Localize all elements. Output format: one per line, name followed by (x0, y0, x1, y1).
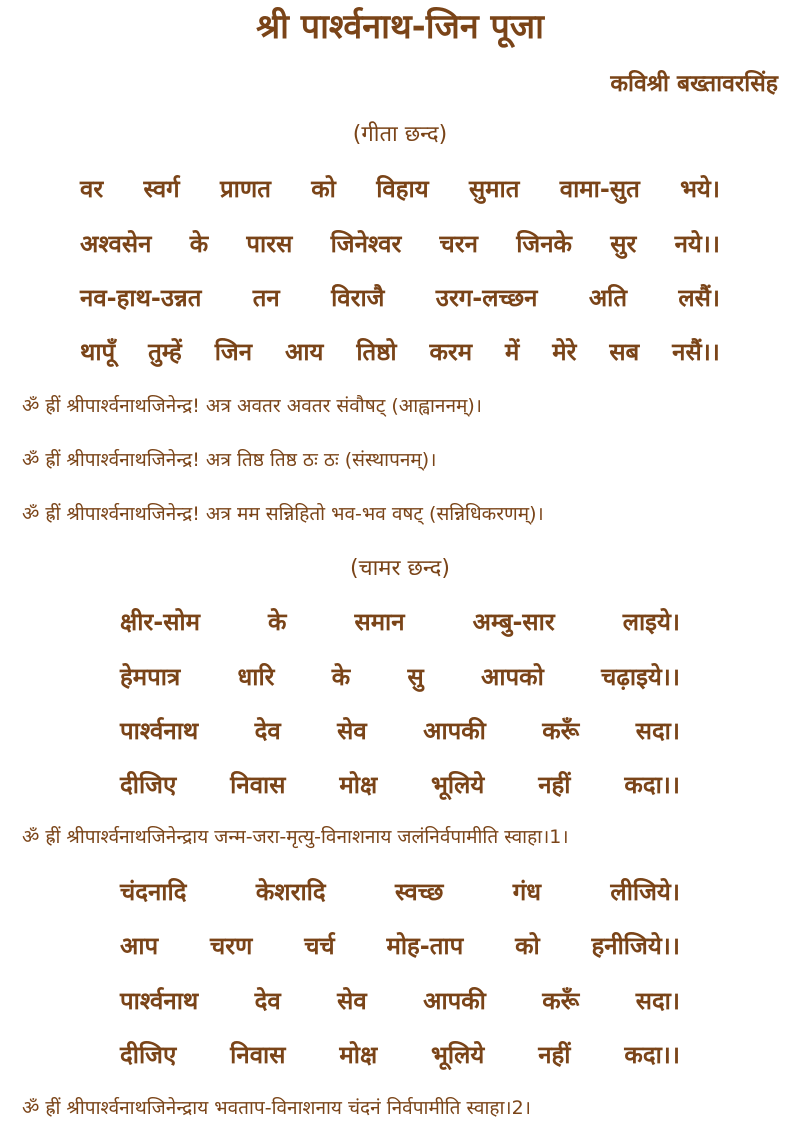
verse-word: विहाय (376, 175, 429, 203)
verse-word: चढ़ाइये।। (601, 663, 680, 691)
verse-word: जिनेश्वर (330, 230, 402, 258)
verse-word: भये। (680, 175, 720, 203)
verse-word: आप (120, 932, 159, 960)
verse-word: भूलिये (431, 771, 485, 799)
verse-word: जिन (214, 338, 253, 366)
verse-word: आपको (481, 663, 544, 691)
chandan-line-4 (120, 1038, 680, 1071)
verse-word: आपकी (423, 987, 486, 1015)
verse-word: चरण (209, 932, 253, 960)
verse-word: पार्श्वनाथ (120, 717, 199, 745)
verse-word: कदा।। (624, 771, 680, 799)
verse-word: नव-हाथ-उन्नत (80, 284, 202, 312)
chandan-line-2 (120, 929, 680, 962)
verse-word: आय (284, 338, 324, 366)
verse-word: भूलिये (431, 1041, 485, 1069)
verse-word: लाइये। (622, 608, 680, 636)
verse-word: मोह-ताप (386, 932, 464, 960)
chandan-line-3 (120, 984, 680, 1017)
sthapana-line-4 (80, 335, 720, 368)
verse-word: उरग-लच्छन (435, 284, 538, 312)
mantra-jal: ॐ ह्रीं श्रीपार्श्वनाथजिनेन्द्राय जन्म-जरा-मृत्यु-विनाशनाय जलंनिर्वपामीति स्वाहा।1। (22, 826, 569, 848)
verse-word: कदा।। (624, 1041, 680, 1069)
verse-word: जिनके (516, 230, 572, 258)
verse-word: को (311, 175, 336, 203)
verse-word: करूँ (542, 987, 580, 1015)
sthapana-line-2 (80, 227, 720, 260)
verse-word: अम्बु-सार (472, 608, 555, 636)
verse-word: अति (588, 284, 628, 312)
verse-word: के (189, 230, 209, 258)
verse-word: वामा-सुत (559, 175, 640, 203)
jal-line-4 (120, 768, 680, 801)
chandan-line-1 (120, 875, 680, 908)
verse-word: धारि (237, 663, 275, 691)
verse-word: लीजिये। (610, 878, 680, 906)
verse-word: अश्वसेन (80, 230, 152, 258)
jal-line-2 (120, 660, 680, 693)
verse-word: क्षीर-सोम (120, 608, 200, 636)
verse-word: सुर (610, 230, 637, 258)
verse-word: विराजै (331, 284, 385, 312)
verse-word: आपकी (423, 717, 486, 745)
verse-word: मोक्ष (339, 1041, 378, 1069)
verse-word: के (268, 608, 287, 636)
mantra-sthapanam: ॐ ह्रीं श्रीपार्श्वनाथजिनेन्द्र! अत्र तिष्ठ तिष्ठ ठः ठः (संस्थापनम्)। (22, 449, 437, 471)
verse-word: को (515, 932, 540, 960)
verse-word: पारस (246, 230, 293, 258)
verse-word: देव (254, 987, 281, 1015)
jal-line-3 (120, 714, 680, 747)
page-title: श्री पार्श्वनाथ-जिन पूजा (256, 7, 544, 47)
verse-word: दीजिए (120, 771, 177, 799)
verse-word: समान (354, 608, 405, 636)
verse-word: देव (254, 717, 281, 745)
verse-word: प्राणत (220, 175, 271, 203)
verse-word: निवास (230, 771, 286, 799)
verse-word: चंदनादि (120, 878, 187, 906)
mantra-sannidhikaranam: ॐ ह्रीं श्रीपार्श्वनाथजिनेन्द्र! अत्र मम सन्निहितो भव-भव वषट् (सन्निधिकरणम्)। (22, 503, 544, 525)
verse-word: सुमात (468, 175, 520, 203)
meter-label-gita: (गीता छन्द) (352, 122, 448, 147)
sthapana-line-3 (80, 281, 720, 314)
verse-word: लसैं। (678, 284, 720, 312)
verse-word: मेरे (552, 338, 577, 366)
author-name: कविश्री बख्तावरसिंह (610, 71, 778, 97)
mantra-ahvananam: ॐ ह्रीं श्रीपार्श्वनाथजिनेन्द्र! अत्र अवतर अवतर संवौषट् (आह्वाननम्)। (22, 395, 482, 417)
verse-word: थापूँ (80, 338, 116, 366)
verse-word: सब (609, 338, 640, 366)
verse-word: में (504, 338, 520, 366)
verse-word: तुम्हें (148, 338, 182, 366)
meter-label-chamar: (चामर छन्द) (350, 556, 450, 581)
verse-word: नहीं (538, 1041, 571, 1069)
jal-line-1 (120, 605, 680, 638)
verse-word: दीजिए (120, 1041, 177, 1069)
verse-word: स्वर्ग (143, 175, 180, 203)
mantra-chandan: ॐ ह्रीं श्रीपार्श्वनाथजिनेन्द्राय भवताप-विनाशनाय चंदनं निर्वपामीति स्वाहा।2। (22, 1097, 531, 1119)
verse-word: नये।। (674, 230, 720, 258)
verse-word: वर (80, 175, 104, 203)
verse-word: चर्च (304, 932, 335, 960)
verse-word: स्वच्छ (395, 878, 444, 906)
verse-word: के (331, 663, 351, 691)
verse-word: पार्श्वनाथ (120, 987, 199, 1015)
verse-word: चरन (439, 230, 478, 258)
verse-word: हेमपात्र (120, 663, 181, 691)
verse-word: तन (252, 284, 280, 312)
verse-word: सु (407, 663, 424, 691)
verse-word: नहीं (538, 771, 571, 799)
verse-word: गंध (512, 878, 542, 906)
verse-word: करम (429, 338, 473, 366)
verse-word: नसैं।। (672, 338, 720, 366)
verse-word: सेव (337, 987, 367, 1015)
verse-word: सेव (337, 717, 367, 745)
verse-word: सदा। (635, 717, 680, 745)
sthapana-line-1 (80, 172, 720, 205)
verse-word: केशरादि (255, 878, 326, 906)
verse-word: निवास (230, 1041, 286, 1069)
verse-word: सदा। (635, 987, 680, 1015)
verse-word: हनीजिये।। (591, 932, 680, 960)
verse-word: करूँ (542, 717, 580, 745)
verse-word: मोक्ष (339, 771, 378, 799)
verse-word: तिष्ठो (356, 338, 397, 366)
